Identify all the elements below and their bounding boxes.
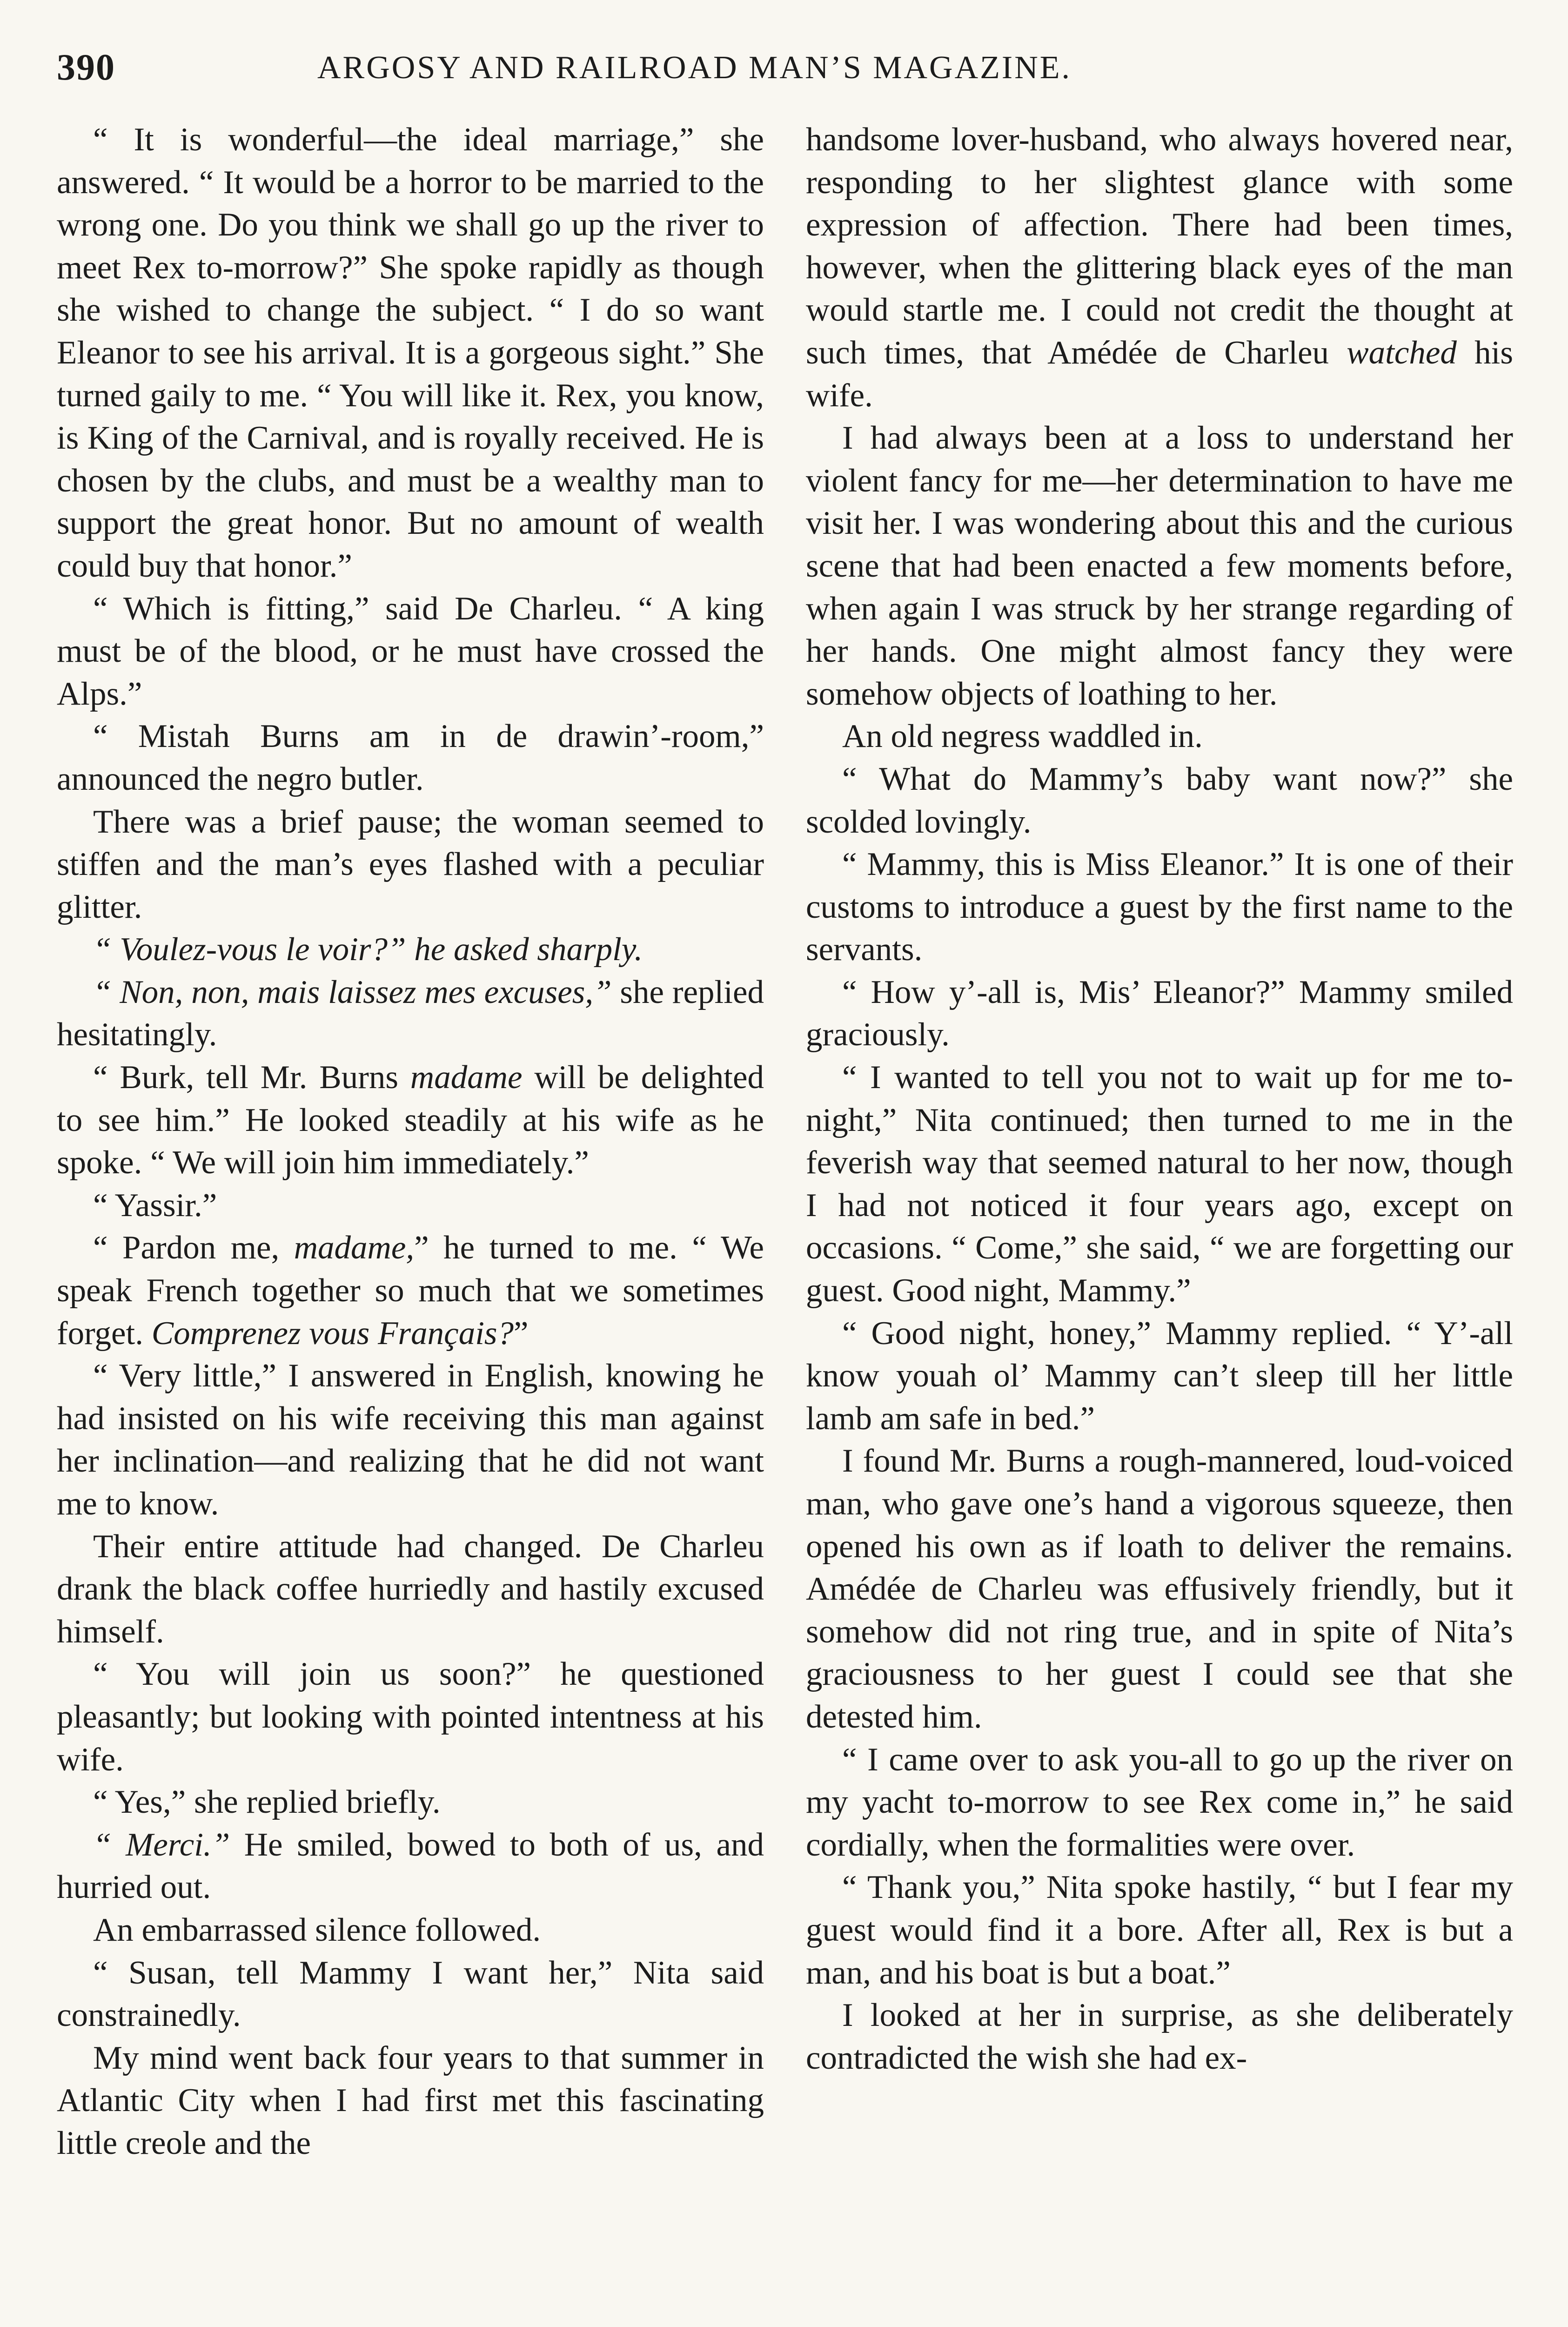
paragraph: I found Mr. Burns a rough-mannered, loud-voiced man, who gave one’s hand a vigorous squeeze, then opened his own as if loath to deliver the remains. Amédée de Charleu was effusively friendly, but it somehow did not ring true, and in spite of Nita’s graciousness to her guest I could see that she detested him. (806, 1443, 1513, 1735)
paragraph-text: “ Pardon me, (93, 1230, 294, 1266)
paragraph: There was a brief pause; the woman seemed to stiffen and the man’s eyes flashed with a peculiar glitter. (57, 803, 764, 925)
paragraph: “ It is wonderful—the ideal marriage,” she answered. “ It would be a horror to be married to the wrong one. Do you think we shall go up the river to meet Rex to-morrow?” She spoke rapidly as though she wished to change the subject. “ I do so want Eleanor to see his arrival. It is a gorgeous sight.” She turned gaily to me. “ You will like it. Rex, you know, is King of the Carnival, and is royally received. He is chosen by the clubs, and must be a wealthy man to support the great honor. But no amount of wealth could buy that honor.” (57, 121, 764, 584)
paragraph-text: He smiled, bowed to both of us, and hurried out. (57, 1826, 764, 1906)
paragraph (57, 1824, 764, 1909)
paragraph: “ How y’-all is, Mis’ Eleanor?” Mammy smiled graciously. (806, 974, 1513, 1053)
french-reply: “ Non, non, mais laissez mes excuses,” (93, 974, 612, 1010)
paragraph: “ I wanted to tell you not to wait up for me to-night,” Nita continued; then turned to me in the feverish way that seemed natural to her now, though I had not noticed it four years ago, except on occasions. “ Come,” she said, “ we are forgetting our guest. Good night, Mammy.” (806, 1059, 1513, 1309)
paragraph: “ I came over to ask you-all to go up the river on my yacht to-morrow to see Rex come in,” he said cordially, when the formalities were over. (806, 1741, 1513, 1863)
paragraph: I looked at her in surprise, as she deliberately contradicted the wish she had ex- (806, 1997, 1513, 2076)
paragraph-text: handsome lover-husband, who always hovered near, responding to her slightest glance with some expression of affection. There had been times, however, when the glittering black eyes of the man would startle me. I could not credit the thought at such times, that Amédée de Charleu (806, 121, 1513, 371)
paragraph: My mind went back four years to that summer in Atlantic City when I had first met this fascinating little creole and the (57, 2039, 764, 2161)
left-column (57, 119, 764, 2327)
french-word: “ Merci.” (93, 1826, 230, 1863)
paragraph (57, 1227, 764, 1355)
paragraph-text: ” (514, 1315, 529, 1352)
paragraph: “ Susan, tell Mammy I want her,” Nita said constrainedly. (57, 1954, 764, 2034)
page-number: 390 (57, 47, 115, 88)
french-question: “ Voulez-vous le voir?” he asked sharply. (93, 931, 643, 968)
paragraph-text: “ Burk, tell Mr. Burns (93, 1059, 410, 1096)
paragraph: Their entire attitude had changed. De Charleu drank the black coffee hurriedly and hastily excused himself. (57, 1528, 764, 1650)
text-columns (57, 119, 1513, 2327)
paragraph: “ You will join us soon?” he questioned pleasantly; but looking with pointed intentness at his wife. (57, 1656, 764, 1778)
paragraph: An embarrassed silence followed. (93, 1911, 541, 1948)
paragraph-text: his wife. (806, 334, 1513, 414)
paragraph (57, 928, 764, 971)
paragraph (806, 119, 1513, 417)
italic-word: madame (410, 1059, 523, 1096)
right-column (806, 119, 1513, 2327)
paragraph: “ Very little,” I answered in English, knowing he had insisted on his wife receiving this man against her inclination—and realizing that he did not want me to know. (57, 1358, 764, 1522)
paragraph: “ Good night, honey,” Mammy replied. “ Y’-all know youah ol’ Mammy can’t sleep till her little lamb am safe in bed.” (806, 1315, 1513, 1437)
paragraph: “ What do Mammy’s baby want now?” she scolded lovingly. (806, 760, 1513, 840)
paragraph: “ Thank you,” Nita spoke hastily, “ but I fear my guest would find it a bore. After all, Rex is but a man, and his boat is but a boat.” (806, 1869, 1513, 1991)
italic-word: madame, (294, 1230, 415, 1266)
paragraph: “ Which is fitting,” said De Charleu. “ A king must be of the blood, or he must have crossed the Alps.” (57, 590, 764, 712)
paragraph: “ Mistah Burns am in de drawin’-room,” announced the negro butler. (57, 718, 764, 797)
french-question: Comprenez vous Français? (151, 1315, 514, 1352)
paragraph-text: will be delighted to see him.” He looked steadily at his wife as he spoke. “ We will join him immediately.” (57, 1059, 764, 1181)
paragraph: “ Yes,” she replied briefly. (93, 1784, 441, 1821)
paragraph (57, 1056, 764, 1184)
page-header (57, 47, 1513, 112)
magazine-page (57, 47, 1513, 2327)
paragraph: An old negress waddled in. (842, 718, 1203, 755)
paragraph: I had always been at a loss to understand her violent fancy for me—her determination to have me visit her. I was wondering about this and the curious scene that had been enacted a few moments before, when again I was struck by her strange regarding of her hands. One might almost fancy they were somehow objects of loathing to her. (806, 420, 1513, 712)
running-title: ARGOSY AND RAILROAD MAN’S MAGAZINE. (317, 50, 1072, 86)
paragraph: “ Mammy, this is Miss Eleanor.” It is one of their customs to introduce a guest by the first name to the servants. (806, 846, 1513, 968)
paragraph: “ Yassir.” (93, 1187, 217, 1224)
paragraph (57, 971, 764, 1056)
paragraph-text: she replied hesitatingly. (57, 974, 764, 1053)
italic-word: watched (1347, 334, 1457, 371)
paragraph-text: ” he turned to me. “ We speak French together so much that we sometimes forget. (57, 1230, 764, 1352)
